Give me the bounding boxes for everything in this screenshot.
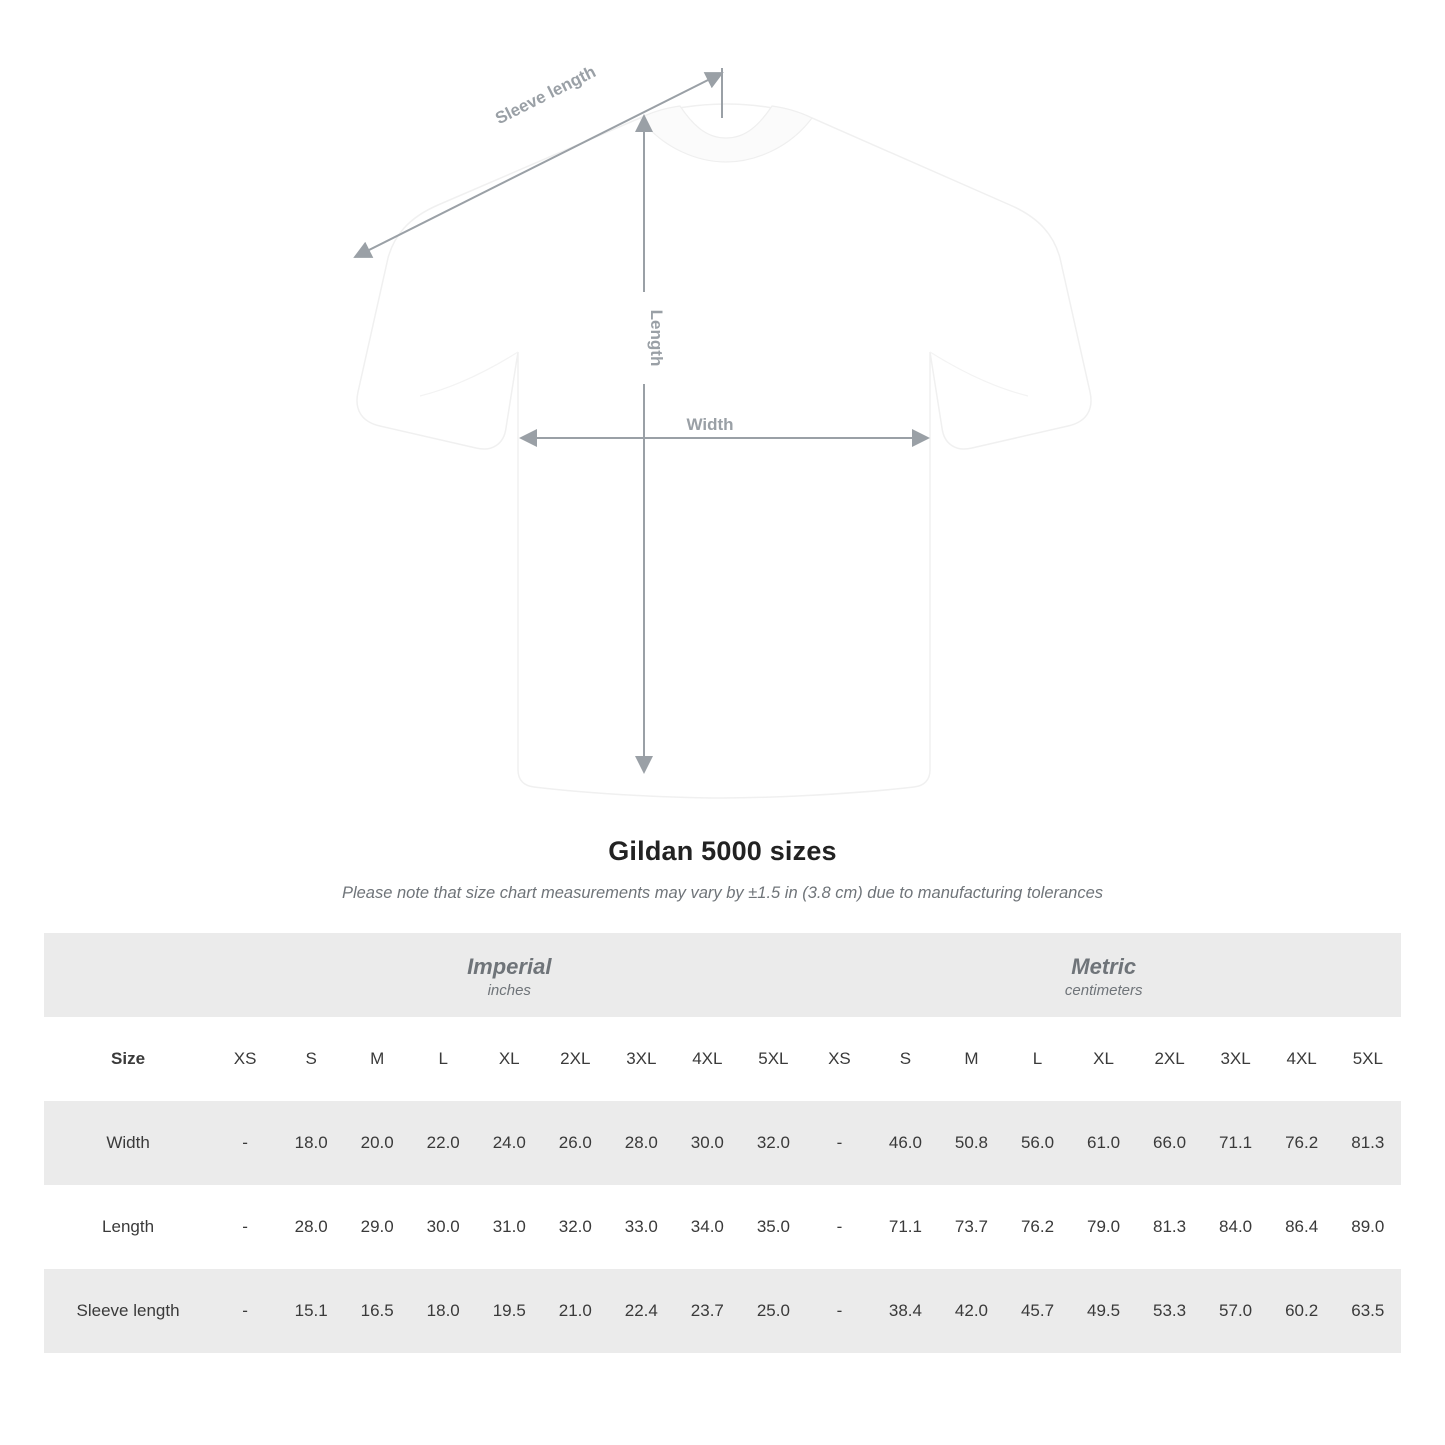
cell-width-imperial-m: 20.0	[344, 1101, 410, 1185]
length-label: Length	[647, 309, 666, 367]
tolerance-note: Please note that size chart measurements may vary by ±1.5 in (3.8 cm) due to manufacturing tolerances	[341, 884, 1104, 902]
header-imperial-xs: XS	[212, 1017, 278, 1101]
cell-sleeve-imperial-5xl: 25.0	[740, 1269, 806, 1353]
sleeve-length-label: Sleeve length	[492, 62, 599, 129]
unit-name-metric: Metric	[1071, 953, 1137, 979]
header-metric-3xl: 3XL	[1203, 1017, 1269, 1101]
table-row	[44, 1269, 1401, 1353]
cell-width-metric-3xl: 71.1	[1203, 1101, 1269, 1185]
size-table-wrap	[44, 933, 1401, 1353]
header-imperial-xl: XL	[476, 1017, 542, 1101]
header-imperial-5xl: 5XL	[740, 1017, 806, 1101]
cell-length-metric-4xl: 86.4	[1269, 1185, 1335, 1269]
header-imperial-2xl: 2XL	[542, 1017, 608, 1101]
header-imperial-s: S	[278, 1017, 344, 1101]
unit-header-metric	[806, 933, 1401, 1017]
cell-width-imperial-4xl: 30.0	[674, 1101, 740, 1185]
header-metric-l: L	[1004, 1017, 1070, 1101]
cell-width-imperial-l: 22.0	[410, 1101, 476, 1185]
cell-width-metric-5xl: 81.3	[1335, 1101, 1401, 1185]
cell-width-metric-4xl: 76.2	[1269, 1101, 1335, 1185]
cell-sleeve-metric-5xl: 63.5	[1335, 1269, 1401, 1353]
cell-sleeve-metric-4xl: 60.2	[1269, 1269, 1335, 1353]
cell-sleeve-metric-s: 38.4	[872, 1269, 938, 1353]
cell-sleeve-imperial-2xl: 21.0	[542, 1269, 608, 1353]
cell-length-metric-xl: 79.0	[1071, 1185, 1137, 1269]
cell-width-imperial-2xl: 26.0	[542, 1101, 608, 1185]
cell-sleeve-metric-2xl: 53.3	[1137, 1269, 1203, 1353]
cell-length-metric-s: 71.1	[872, 1185, 938, 1269]
header-imperial-4xl: 4XL	[674, 1017, 740, 1101]
cell-sleeve-metric-xs: -	[806, 1269, 872, 1353]
header-metric-4xl: 4XL	[1269, 1017, 1335, 1101]
cell-sleeve-imperial-3xl: 22.4	[608, 1269, 674, 1353]
cell-length-imperial-5xl: 35.0	[740, 1185, 806, 1269]
header-size: Size	[44, 1017, 212, 1101]
cell-sleeve-metric-m: 42.0	[938, 1269, 1004, 1353]
cell-width-imperial-5xl: 32.0	[740, 1101, 806, 1185]
cell-length-imperial-xl: 31.0	[476, 1185, 542, 1269]
cell-sleeve-imperial-xs: -	[212, 1269, 278, 1353]
row-label-sleeve-length: Sleeve length	[44, 1269, 212, 1353]
header-metric-s: S	[872, 1017, 938, 1101]
cell-sleeve-imperial-xl: 19.5	[476, 1269, 542, 1353]
cell-width-metric-xs: -	[806, 1101, 872, 1185]
size-header-row	[44, 1017, 1401, 1101]
cell-width-metric-s: 46.0	[872, 1101, 938, 1185]
unit-header-spacer	[44, 933, 212, 1017]
cell-length-metric-3xl: 84.0	[1203, 1185, 1269, 1269]
cell-width-imperial-xl: 24.0	[476, 1101, 542, 1185]
cell-length-imperial-s: 28.0	[278, 1185, 344, 1269]
unit-sub-imperial: inches	[487, 982, 531, 1000]
header-metric-m: M	[938, 1017, 1004, 1101]
row-label-width: Width	[44, 1101, 212, 1185]
cell-length-metric-xs: -	[806, 1185, 872, 1269]
width-label: Width	[686, 415, 734, 434]
cell-width-metric-xl: 61.0	[1071, 1101, 1137, 1185]
tshirt-shape	[357, 104, 1091, 798]
cell-sleeve-metric-l: 45.7	[1004, 1269, 1070, 1353]
cell-width-imperial-xs: -	[212, 1101, 278, 1185]
cell-length-metric-m: 73.7	[938, 1185, 1004, 1269]
page-title: Gildan 5000 sizes	[608, 836, 837, 866]
unit-name-imperial: Imperial	[467, 953, 552, 979]
header-metric-5xl: 5XL	[1335, 1017, 1401, 1101]
cell-length-metric-2xl: 81.3	[1137, 1185, 1203, 1269]
cell-length-metric-5xl: 89.0	[1335, 1185, 1401, 1269]
size-table	[44, 933, 1401, 1353]
cell-length-metric-l: 76.2	[1004, 1185, 1070, 1269]
cell-length-imperial-3xl: 33.0	[608, 1185, 674, 1269]
table-row	[44, 1185, 1401, 1269]
cell-length-imperial-l: 30.0	[410, 1185, 476, 1269]
header-imperial-l: L	[410, 1017, 476, 1101]
cell-length-imperial-4xl: 34.0	[674, 1185, 740, 1269]
cell-length-imperial-m: 29.0	[344, 1185, 410, 1269]
cell-length-imperial-2xl: 32.0	[542, 1185, 608, 1269]
cell-width-metric-m: 50.8	[938, 1101, 1004, 1185]
title-block	[0, 836, 1445, 903]
header-metric-xs: XS	[806, 1017, 872, 1101]
unit-header-imperial	[212, 933, 806, 1017]
cell-sleeve-imperial-s: 15.1	[278, 1269, 344, 1353]
cell-sleeve-imperial-4xl: 23.7	[674, 1269, 740, 1353]
unit-sub-metric: centimeters	[1064, 982, 1143, 1000]
cell-sleeve-imperial-m: 16.5	[344, 1269, 410, 1353]
cell-sleeve-metric-xl: 49.5	[1071, 1269, 1137, 1353]
table-row	[44, 1101, 1401, 1185]
cell-width-imperial-s: 18.0	[278, 1101, 344, 1185]
cell-width-imperial-3xl: 28.0	[608, 1101, 674, 1185]
cell-width-metric-l: 56.0	[1004, 1101, 1070, 1185]
cell-length-imperial-xs: -	[212, 1185, 278, 1269]
header-imperial-m: M	[344, 1017, 410, 1101]
cell-sleeve-imperial-l: 18.0	[410, 1269, 476, 1353]
unit-header-row	[44, 933, 1401, 1017]
header-imperial-3xl: 3XL	[608, 1017, 674, 1101]
cell-width-metric-2xl: 66.0	[1137, 1101, 1203, 1185]
header-metric-xl: XL	[1071, 1017, 1137, 1101]
header-metric-2xl: 2XL	[1137, 1017, 1203, 1101]
row-label-length: Length	[44, 1185, 212, 1269]
cell-sleeve-metric-3xl: 57.0	[1203, 1269, 1269, 1353]
